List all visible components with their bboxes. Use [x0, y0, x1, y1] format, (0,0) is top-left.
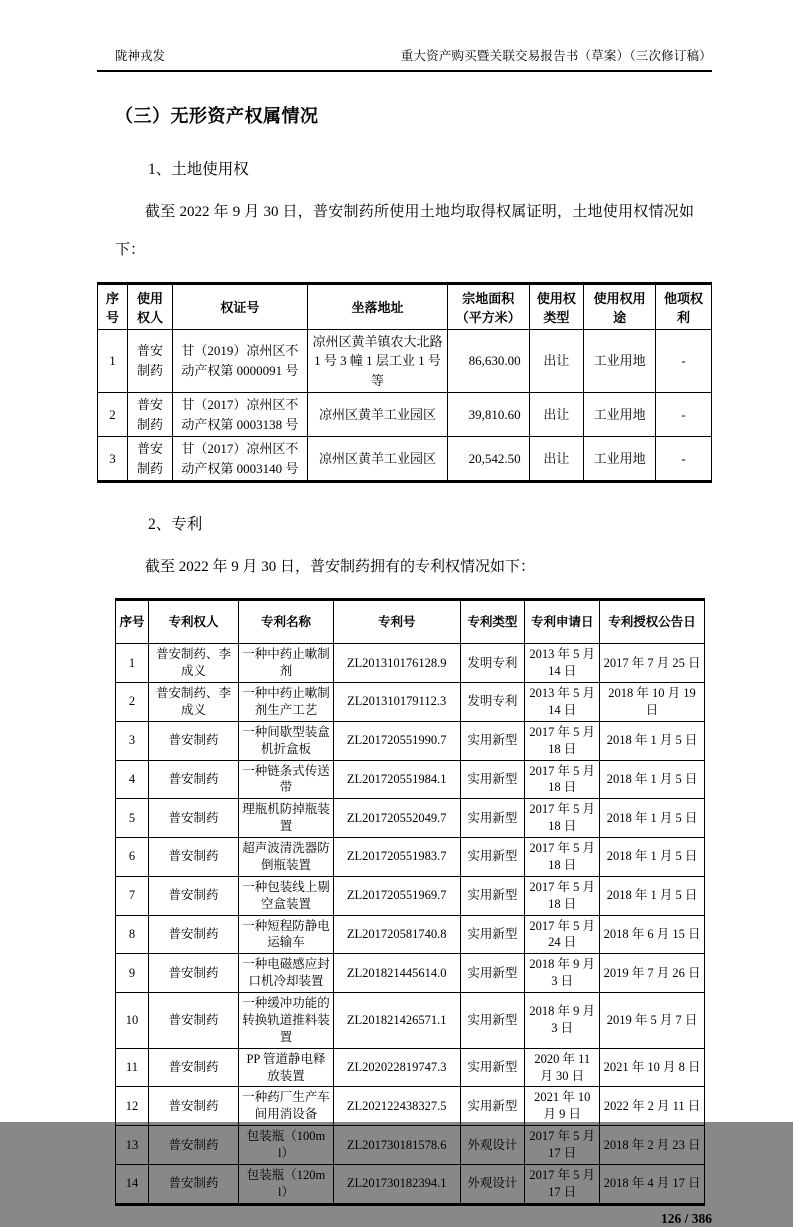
table-cell: ZL201720551984.1 [333, 760, 460, 799]
table-cell: 凉州区黄羊镇农大北路 1 号 3 幢 1 层工业 1 号等 [307, 329, 447, 393]
table-row [116, 721, 705, 760]
table-cell: 出让 [529, 437, 584, 482]
table-cell: 普安制药、李成义 [148, 644, 238, 683]
table-cell: ZL202022819747.3 [333, 1048, 460, 1087]
table-cell: ZL201310179112.3 [333, 683, 460, 722]
table-cell: 工业用地 [584, 393, 656, 437]
table-cell: 发明专利 [460, 644, 525, 683]
table-cell: 12 [116, 1087, 149, 1126]
table-cell: 9 [116, 954, 149, 993]
patent-table [115, 598, 705, 1205]
subsection-heading-land: 1、土地使用权 [148, 161, 249, 178]
table-cell: 工业用地 [584, 329, 656, 393]
table-cell: 14 [116, 1164, 149, 1204]
table-cell: 普安制药、李成义 [148, 683, 238, 722]
table-cell: 2017 年 5 月 18 日 [525, 876, 600, 915]
table-cell: 3 [98, 437, 128, 482]
header-company-name: 陇神戎发 [115, 49, 166, 63]
table-cell: 10 [116, 993, 149, 1049]
table-cell: 2017 年 5 月 17 日 [525, 1164, 600, 1204]
table-cell: ZL201821426571.1 [333, 993, 460, 1049]
column-header: 使用权人 [128, 283, 173, 329]
table-cell: 外观设计 [460, 1164, 525, 1204]
table-row [116, 1164, 705, 1204]
table-cell: 2017 年 5 月 24 日 [525, 915, 600, 954]
table-cell: 2013 年 5 月 14 日 [525, 644, 600, 683]
paragraph-patent-intro: 截至 2022 年 9 月 30 日，普安制药拥有的专利权情况如下： [145, 559, 536, 575]
table-cell: - [656, 393, 712, 437]
table-cell: 出让 [529, 329, 584, 393]
table-cell: 一种包装线上剔空盒装置 [239, 876, 334, 915]
table-cell: 一种电磁感应封口机冷却装置 [239, 954, 334, 993]
column-header: 专利权人 [148, 600, 238, 644]
table-cell: 普安制药 [148, 838, 238, 877]
table-cell: 甘（2017）凉州区不动产权第 0003140 号 [172, 437, 307, 482]
table-cell: 实用新型 [460, 799, 525, 838]
table-row [116, 876, 705, 915]
column-header: 专利类型 [460, 600, 525, 644]
table-cell: 凉州区黄羊工业园区 [307, 437, 447, 482]
table-cell: 3 [116, 721, 149, 760]
table-row [116, 1126, 705, 1165]
table-cell: 超声波清洗器防倒瓶装置 [239, 838, 334, 877]
running-header [97, 46, 712, 72]
table-cell: 2018 年 4 月 17 日 [600, 1164, 705, 1204]
table-cell: 2020 年 11 月 30 日 [525, 1048, 600, 1087]
table-cell: 普安制药 [148, 760, 238, 799]
paragraph-land-intro: 截至 2022 年 9 月 30 日，普安制药所使用土地均取得权属证明，土地使用权情况如下： [115, 204, 694, 259]
table-cell: 2018 年 1 月 5 日 [600, 876, 705, 915]
table-cell: 2022 年 2 月 11 日 [600, 1087, 705, 1126]
column-header: 专利名称 [239, 600, 334, 644]
table-cell: 2013 年 5 月 14 日 [525, 683, 600, 722]
table-cell: 实用新型 [460, 1048, 525, 1087]
table-cell: 一种中药止嗽制剂 [239, 644, 334, 683]
table-row [98, 437, 712, 482]
table-cell: - [656, 329, 712, 393]
column-header: 使用权类型 [529, 283, 584, 329]
table-cell: 包装瓶（100ml） [239, 1126, 334, 1165]
table-cell: 一种缓冲功能的转换轨道推料装置 [239, 993, 334, 1049]
column-header: 他项权利 [656, 283, 712, 329]
table-cell: 理瓶机防掉瓶装置 [239, 799, 334, 838]
table-cell: 实用新型 [460, 1087, 525, 1126]
table-cell: 2018 年 10 月 19 日 [600, 683, 705, 722]
column-header: 专利授权公告日 [600, 600, 705, 644]
column-header: 权证号 [172, 283, 307, 329]
table-cell: 2017 年 7 月 25 日 [600, 644, 705, 683]
table-cell: 普安制药 [148, 993, 238, 1049]
table-cell: 2018 年 9 月 3 日 [525, 954, 600, 993]
column-header: 序号 [116, 600, 149, 644]
table-row [116, 915, 705, 954]
table-cell: 甘（2019）凉州区不动产权第 0000091 号 [172, 329, 307, 393]
table-cell: 甘（2017）凉州区不动产权第 0003138 号 [172, 393, 307, 437]
table-cell: 实用新型 [460, 915, 525, 954]
table-cell: 11 [116, 1048, 149, 1087]
table-cell: 实用新型 [460, 993, 525, 1049]
table-cell: 13 [116, 1126, 149, 1165]
table-cell: 2018 年 1 月 5 日 [600, 760, 705, 799]
table-cell: 2017 年 5 月 18 日 [525, 760, 600, 799]
table-row [116, 683, 705, 722]
table-cell: 2017 年 5 月 18 日 [525, 838, 600, 877]
table-cell: 实用新型 [460, 721, 525, 760]
table-cell: 2017 年 5 月 18 日 [525, 799, 600, 838]
column-header: 坐落地址 [307, 283, 447, 329]
table-cell: 工业用地 [584, 437, 656, 482]
table-cell: 普安制药 [148, 1164, 238, 1204]
page-number: 126 / 386 [660, 1210, 712, 1226]
table-cell: ZL201730182394.1 [333, 1164, 460, 1204]
table-cell: 2 [98, 393, 128, 437]
table-row [116, 1087, 705, 1126]
column-header: 序号 [98, 283, 128, 329]
table-cell: 2019 年 7 月 26 日 [600, 954, 705, 993]
table-cell: ZL201310176128.9 [333, 644, 460, 683]
table-cell: 2018 年 2 月 23 日 [600, 1126, 705, 1165]
table-cell: 2 [116, 683, 149, 722]
table-cell: 2019 年 5 月 7 日 [600, 993, 705, 1049]
table-row [116, 838, 705, 877]
table-cell: 39,810.60 [447, 393, 529, 437]
table-cell: 5 [116, 799, 149, 838]
table-cell: 2018 年 6 月 15 日 [600, 915, 705, 954]
table-cell: 发明专利 [460, 683, 525, 722]
table-cell: 普安制药 [128, 437, 173, 482]
header-row [116, 600, 705, 644]
table-cell: 一种间歇型装盒机折盒板 [239, 721, 334, 760]
table-cell: 一种药厂生产车间用消设备 [239, 1087, 334, 1126]
header-row [98, 283, 712, 329]
table-cell: ZL202122438327.5 [333, 1087, 460, 1126]
table-cell: 2018 年 1 月 5 日 [600, 721, 705, 760]
section-title: （三）无形资产权属情况 [115, 106, 319, 126]
column-header: 宗地面积（平方米） [447, 283, 529, 329]
table-cell: 一种链条式传送带 [239, 760, 334, 799]
table-row [116, 760, 705, 799]
column-header: 使用权用途 [584, 283, 656, 329]
table-cell: ZL201720551983.7 [333, 838, 460, 877]
table-cell: 普安制药 [148, 1087, 238, 1126]
table-cell: 2017 年 5 月 18 日 [525, 721, 600, 760]
header-report-title: 重大资产购买暨关联交易报告书（草案）（三次修订稿） [400, 49, 712, 63]
table-cell: ZL201720551990.7 [333, 721, 460, 760]
table-cell: 凉州区黄羊工业园区 [307, 393, 447, 437]
table-cell: 普安制药 [148, 721, 238, 760]
subsection-heading-patent: 2、专利 [148, 516, 203, 533]
table-cell: 普安制药 [148, 1048, 238, 1087]
table-cell: 包装瓶（120ml） [239, 1164, 334, 1204]
column-header: 专利申请日 [525, 600, 600, 644]
table-cell: 7 [116, 876, 149, 915]
table-cell: 普安制药 [128, 329, 173, 393]
table-cell: 一种中药止嗽制剂生产工艺 [239, 683, 334, 722]
table-row [98, 393, 712, 437]
table-cell: 4 [116, 760, 149, 799]
table-cell: PP 管道静电释放装置 [239, 1048, 334, 1087]
table-row [116, 1048, 705, 1087]
table-row [116, 644, 705, 683]
table-cell: 外观设计 [460, 1126, 525, 1165]
table-cell: 实用新型 [460, 876, 525, 915]
table-cell: 普安制药 [148, 915, 238, 954]
table-row [98, 329, 712, 393]
table-cell: 2021 年 10 月 9 日 [525, 1087, 600, 1126]
table-cell: 出让 [529, 393, 584, 437]
table-cell: 2018 年 1 月 5 日 [600, 799, 705, 838]
land-use-rights-table [97, 282, 712, 484]
table-cell: ZL201720552049.7 [333, 799, 460, 838]
table-cell: 实用新型 [460, 838, 525, 877]
table-cell: 普安制药 [128, 393, 173, 437]
table-cell: 1 [98, 329, 128, 393]
table-cell: 普安制药 [148, 876, 238, 915]
table-cell: 实用新型 [460, 954, 525, 993]
table-cell: 一种短程防静电运输车 [239, 915, 334, 954]
table-cell: - [656, 437, 712, 482]
table-cell: 普安制药 [148, 954, 238, 993]
table-cell: 8 [116, 915, 149, 954]
table-cell: 2018 年 1 月 5 日 [600, 838, 705, 877]
column-header: 专利号 [333, 600, 460, 644]
table-cell: ZL201730181578.6 [333, 1126, 460, 1165]
table-cell: 86,630.00 [447, 329, 529, 393]
table-cell: 普安制药 [148, 799, 238, 838]
table-cell: 20,542.50 [447, 437, 529, 482]
table-cell: 实用新型 [460, 760, 525, 799]
table-row [116, 993, 705, 1049]
table-cell: 2017 年 5 月 17 日 [525, 1126, 600, 1165]
table-cell: 6 [116, 838, 149, 877]
table-cell: 2021 年 10 月 8 日 [600, 1048, 705, 1087]
table-row [116, 799, 705, 838]
table-cell: ZL201720551969.7 [333, 876, 460, 915]
table-row [116, 954, 705, 993]
table-cell: 普安制药 [148, 1126, 238, 1165]
table-cell: 1 [116, 644, 149, 683]
table-cell: ZL201821445614.0 [333, 954, 460, 993]
table-cell: ZL201720581740.8 [333, 915, 460, 954]
table-cell: 2018 年 9 月 3 日 [525, 993, 600, 1049]
